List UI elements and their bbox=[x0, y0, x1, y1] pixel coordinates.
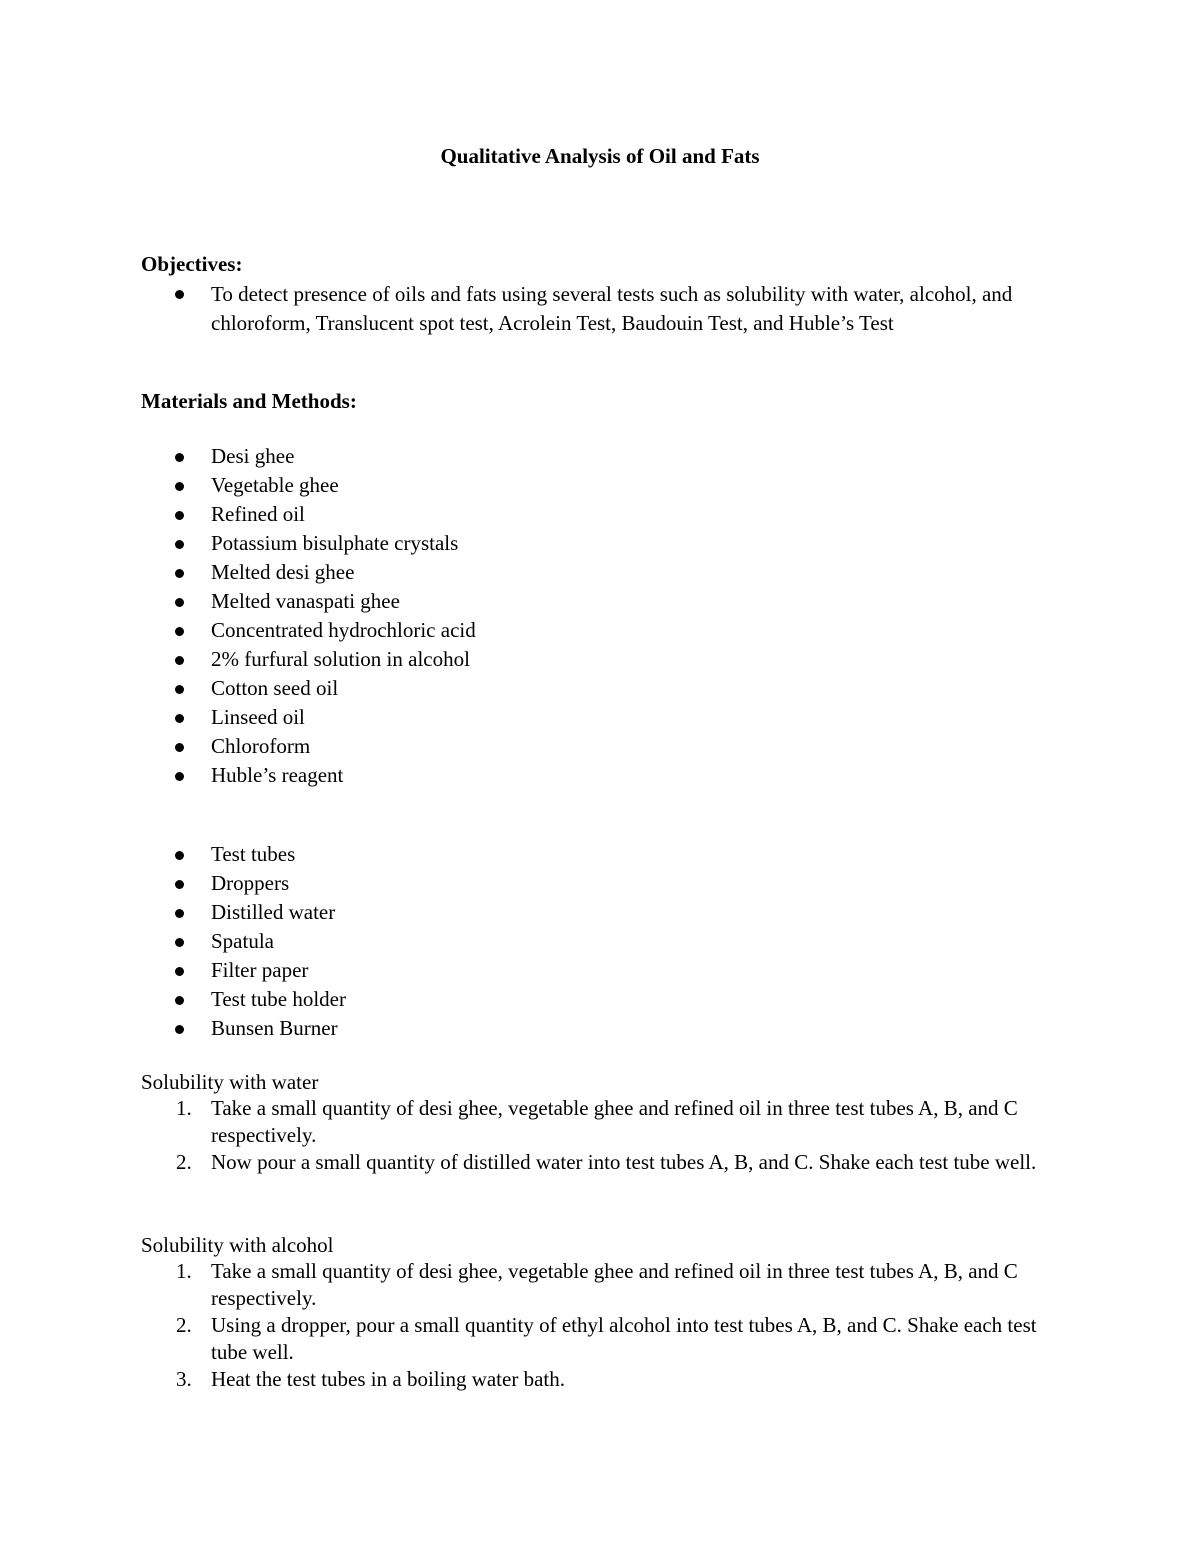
bullet-icon bbox=[175, 685, 184, 694]
step-number: 2. bbox=[176, 1313, 192, 1337]
material-text: Huble’s reagent bbox=[211, 763, 344, 787]
step-text: Take a small quantity of desi ghee, vegetable ghee and refined oil in three test tubes A, B, and C respectively. bbox=[211, 1096, 1018, 1147]
solubility-alcohol-steps bbox=[0, 1258, 1200, 1393]
objective-text: To detect presence of oils and fats using several tests such as solubility with water, alcohol, and chloroform, Translucent spot test, Acrolein Test, Baudouin Test, and Huble’s Test bbox=[211, 282, 1013, 335]
list-item bbox=[0, 674, 1071, 703]
list-item bbox=[0, 761, 1071, 790]
step-number: 1. bbox=[176, 1259, 192, 1283]
document-title: Qualitative Analysis of Oil and Fats bbox=[440, 144, 760, 168]
bullet-icon bbox=[175, 1025, 184, 1034]
step-text: Take a small quantity of desi ghee, vegetable ghee and refined oil in three test tubes A, B, and C respectively. bbox=[211, 1259, 1018, 1310]
apparatus-text: Test tubes bbox=[211, 842, 296, 866]
bullet-icon bbox=[175, 909, 184, 918]
material-text: Desi ghee bbox=[211, 444, 295, 468]
list-item bbox=[0, 1014, 1071, 1043]
list-item bbox=[0, 616, 1071, 645]
list-item bbox=[0, 1312, 1071, 1366]
step-number: 3. bbox=[176, 1367, 192, 1391]
bullet-icon bbox=[175, 540, 184, 549]
list-item bbox=[0, 645, 1071, 674]
chemicals-list bbox=[0, 442, 1200, 790]
list-item bbox=[0, 985, 1071, 1014]
material-text: Melted vanaspati ghee bbox=[211, 589, 400, 613]
apparatus-text: Bunsen Burner bbox=[211, 1016, 338, 1040]
list-item bbox=[0, 442, 1071, 471]
apparatus-text: Filter paper bbox=[211, 958, 309, 982]
list-item bbox=[0, 1258, 1071, 1312]
list-item bbox=[0, 558, 1071, 587]
list-item bbox=[0, 956, 1071, 985]
solubility-water-heading: Solubility with water bbox=[141, 1070, 319, 1094]
bullet-icon bbox=[175, 569, 184, 578]
list-item bbox=[0, 1366, 1071, 1393]
material-text: Chloroform bbox=[211, 734, 311, 758]
bullet-icon bbox=[175, 996, 184, 1005]
apparatus-text: Test tube holder bbox=[211, 987, 346, 1011]
list-item bbox=[0, 471, 1071, 500]
list-item bbox=[0, 529, 1071, 558]
bullet-icon bbox=[175, 290, 184, 299]
list-item bbox=[0, 898, 1071, 927]
apparatus-text: Droppers bbox=[211, 871, 290, 895]
step-number: 2. bbox=[176, 1150, 192, 1174]
bullet-icon bbox=[175, 627, 184, 636]
list-item bbox=[0, 732, 1071, 761]
bullet-icon bbox=[175, 714, 184, 723]
apparatus-text: Distilled water bbox=[211, 900, 336, 924]
material-text: 2% furfural solution in alcohol bbox=[211, 647, 470, 671]
objectives-list bbox=[0, 280, 1200, 338]
material-text: Vegetable ghee bbox=[211, 473, 339, 497]
list-item bbox=[0, 1149, 1071, 1176]
solubility-alcohol-heading: Solubility with alcohol bbox=[141, 1233, 334, 1257]
material-text: Potassium bisulphate crystals bbox=[211, 531, 459, 555]
list-item bbox=[0, 280, 1071, 338]
list-item bbox=[0, 840, 1071, 869]
bullet-icon bbox=[175, 453, 184, 462]
step-text: Using a dropper, pour a small quantity of ethyl alcohol into test tubes A, B, and C. Shake each test tube well. bbox=[211, 1313, 1037, 1364]
step-text: Heat the test tubes in a boiling water bath. bbox=[211, 1367, 565, 1391]
list-item bbox=[0, 500, 1071, 529]
bullet-icon bbox=[175, 656, 184, 665]
step-text: Now pour a small quantity of distilled water into test tubes A, B, and C. Shake each test tube well. bbox=[211, 1150, 1037, 1174]
list-item bbox=[0, 587, 1071, 616]
material-text: Concentrated hydrochloric acid bbox=[211, 618, 476, 642]
list-item bbox=[0, 869, 1071, 898]
list-item bbox=[0, 703, 1071, 732]
list-item bbox=[0, 1095, 1071, 1149]
bullet-icon bbox=[175, 967, 184, 976]
objectives-heading: Objectives: bbox=[141, 252, 243, 276]
material-text: Cotton seed oil bbox=[211, 676, 339, 700]
bullet-icon bbox=[175, 772, 184, 781]
material-text: Linseed oil bbox=[211, 705, 305, 729]
bullet-icon bbox=[175, 743, 184, 752]
solubility-water-steps bbox=[0, 1095, 1200, 1176]
bullet-icon bbox=[175, 511, 184, 520]
materials-heading: Materials and Methods: bbox=[141, 389, 357, 413]
bullet-icon bbox=[175, 880, 184, 889]
material-text: Melted desi ghee bbox=[211, 560, 355, 584]
apparatus-list bbox=[0, 840, 1200, 1043]
bullet-icon bbox=[175, 482, 184, 491]
step-number: 1. bbox=[176, 1096, 192, 1120]
list-item bbox=[0, 927, 1071, 956]
apparatus-text: Spatula bbox=[211, 929, 274, 953]
material-text: Refined oil bbox=[211, 502, 305, 526]
bullet-icon bbox=[175, 851, 184, 860]
bullet-icon bbox=[175, 938, 184, 947]
bullet-icon bbox=[175, 598, 184, 607]
